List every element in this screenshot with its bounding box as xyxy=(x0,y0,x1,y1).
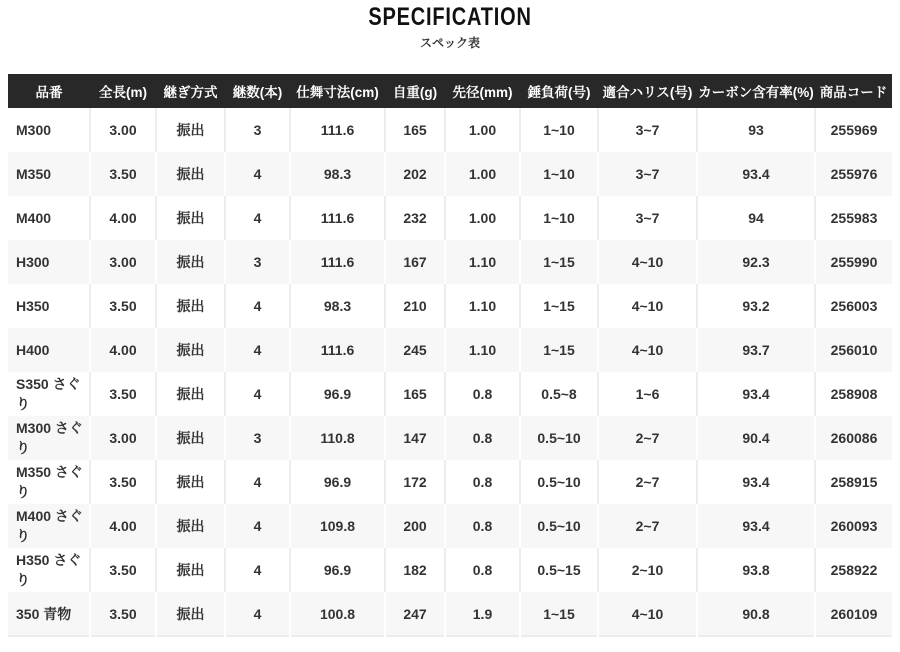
table-cell: 1.10 xyxy=(445,284,520,328)
table-row xyxy=(8,328,892,372)
table-cell: 4.00 xyxy=(90,328,156,372)
table-cell: 96.9 xyxy=(290,548,385,592)
table-cell: 147 xyxy=(385,416,445,460)
model-cell: M300 xyxy=(8,108,90,152)
model-cell: M400 xyxy=(8,196,90,240)
table-cell: 4 xyxy=(225,152,290,196)
table-cell: 182 xyxy=(385,548,445,592)
table-cell: 93.2 xyxy=(697,284,815,328)
table-cell: 260109 xyxy=(815,592,892,636)
table-row xyxy=(8,548,892,592)
table-cell: 93.4 xyxy=(697,460,815,504)
page-title: SPECIFICATION xyxy=(368,3,532,31)
table-cell: 96.9 xyxy=(290,460,385,504)
table-cell: 0.5~10 xyxy=(520,460,598,504)
table-cell: 165 xyxy=(385,108,445,152)
table-cell: 2~7 xyxy=(598,416,697,460)
column-header: 商品コード xyxy=(815,74,892,108)
table-cell: 255969 xyxy=(815,108,892,152)
table-cell: 90.8 xyxy=(697,592,815,636)
spec-table-body xyxy=(8,108,892,636)
table-cell: 3 xyxy=(225,240,290,284)
model-cell: M400 さぐり xyxy=(8,504,90,548)
column-header: 継ぎ方式 xyxy=(156,74,225,108)
table-cell: 0.5~10 xyxy=(520,504,598,548)
model-cell: H350 xyxy=(8,284,90,328)
table-cell: 1~10 xyxy=(520,108,598,152)
table-cell: 4~10 xyxy=(598,328,697,372)
table-row xyxy=(8,504,892,548)
table-cell: 0.8 xyxy=(445,416,520,460)
table-cell: 167 xyxy=(385,240,445,284)
table-cell: 4~10 xyxy=(598,592,697,636)
column-header: 品番 xyxy=(8,74,90,108)
table-cell: 振出 xyxy=(156,548,225,592)
table-cell: 202 xyxy=(385,152,445,196)
model-cell: M350 xyxy=(8,152,90,196)
table-cell: 振出 xyxy=(156,592,225,636)
column-header: 錘負荷(号) xyxy=(520,74,598,108)
table-cell: 3.50 xyxy=(90,372,156,416)
table-cell: 111.6 xyxy=(290,240,385,284)
table-cell: 3.00 xyxy=(90,108,156,152)
model-cell: 350 青物 xyxy=(8,592,90,636)
table-cell: 109.8 xyxy=(290,504,385,548)
table-cell: 1.10 xyxy=(445,240,520,284)
table-cell: 258922 xyxy=(815,548,892,592)
table-cell: 200 xyxy=(385,504,445,548)
table-row xyxy=(8,416,892,460)
table-cell: 92.3 xyxy=(697,240,815,284)
table-cell: 100.8 xyxy=(290,592,385,636)
column-header: 継数(本) xyxy=(225,74,290,108)
table-cell: 3 xyxy=(225,416,290,460)
table-cell: 98.3 xyxy=(290,152,385,196)
table-cell: 振出 xyxy=(156,108,225,152)
table-cell: 3 xyxy=(225,108,290,152)
table-cell: 2~7 xyxy=(598,460,697,504)
table-cell: 4.00 xyxy=(90,196,156,240)
table-cell: 247 xyxy=(385,592,445,636)
table-cell: 振出 xyxy=(156,240,225,284)
table-cell: 255983 xyxy=(815,196,892,240)
table-cell: 3~7 xyxy=(598,196,697,240)
column-header: 仕舞寸法(cm) xyxy=(290,74,385,108)
model-cell: S350 さぐり xyxy=(8,372,90,416)
table-cell: 4 xyxy=(225,592,290,636)
table-cell: 3.00 xyxy=(90,240,156,284)
spec-section xyxy=(0,74,900,637)
table-cell: 2~10 xyxy=(598,548,697,592)
table-cell: 1~10 xyxy=(520,152,598,196)
table-cell: 0.5~15 xyxy=(520,548,598,592)
spec-table-header-row xyxy=(8,74,892,108)
table-cell: 振出 xyxy=(156,460,225,504)
table-cell: 111.6 xyxy=(290,108,385,152)
table-cell: 1~10 xyxy=(520,196,598,240)
table-cell: 0.8 xyxy=(445,372,520,416)
page-subtitle: スペック表 xyxy=(419,36,480,50)
table-cell: 2~7 xyxy=(598,504,697,548)
table-cell: 0.8 xyxy=(445,504,520,548)
table-row xyxy=(8,372,892,416)
table-cell: 振出 xyxy=(156,152,225,196)
table-row xyxy=(8,284,892,328)
table-cell: 4 xyxy=(225,328,290,372)
table-cell: 1~6 xyxy=(598,372,697,416)
table-cell: 1~15 xyxy=(520,592,598,636)
column-header: カーボン含有率(%) xyxy=(697,74,815,108)
table-cell: 111.6 xyxy=(290,328,385,372)
table-cell: 4 xyxy=(225,196,290,240)
table-cell: 4 xyxy=(225,504,290,548)
table-cell: 255990 xyxy=(815,240,892,284)
table-cell: 1.9 xyxy=(445,592,520,636)
table-cell: 振出 xyxy=(156,504,225,548)
table-cell: 4 xyxy=(225,372,290,416)
table-cell: 0.8 xyxy=(445,460,520,504)
model-cell: M350 さぐり xyxy=(8,460,90,504)
table-cell: 110.8 xyxy=(290,416,385,460)
table-cell: 振出 xyxy=(156,196,225,240)
table-cell: 93.4 xyxy=(697,504,815,548)
table-cell: 1.00 xyxy=(445,196,520,240)
table-cell: 3~7 xyxy=(598,152,697,196)
table-cell: 4 xyxy=(225,284,290,328)
table-cell: 98.3 xyxy=(290,284,385,328)
table-cell: 245 xyxy=(385,328,445,372)
table-cell: 4~10 xyxy=(598,240,697,284)
table-cell: 256010 xyxy=(815,328,892,372)
table-cell: 258915 xyxy=(815,460,892,504)
table-cell: 3.50 xyxy=(90,460,156,504)
table-cell: 96.9 xyxy=(290,372,385,416)
table-cell: 111.6 xyxy=(290,196,385,240)
model-cell: M300 さぐり xyxy=(8,416,90,460)
table-cell: 210 xyxy=(385,284,445,328)
table-cell: 1.00 xyxy=(445,108,520,152)
spec-table-head xyxy=(8,74,892,108)
table-cell: 3.50 xyxy=(90,548,156,592)
table-cell: 93.4 xyxy=(697,152,815,196)
table-row xyxy=(8,196,892,240)
table-row xyxy=(8,108,892,152)
table-cell: 振出 xyxy=(156,328,225,372)
table-cell: 232 xyxy=(385,196,445,240)
table-cell: 3.00 xyxy=(90,416,156,460)
table-cell: 1~15 xyxy=(520,284,598,328)
table-cell: 3~7 xyxy=(598,108,697,152)
table-cell: 93.7 xyxy=(697,328,815,372)
table-cell: 3.50 xyxy=(90,152,156,196)
table-cell: 93 xyxy=(697,108,815,152)
table-cell: 260086 xyxy=(815,416,892,460)
table-cell: 93.4 xyxy=(697,372,815,416)
table-cell: 94 xyxy=(697,196,815,240)
table-row xyxy=(8,460,892,504)
model-cell: H300 xyxy=(8,240,90,284)
spec-table xyxy=(8,74,892,637)
table-cell: 93.8 xyxy=(697,548,815,592)
table-cell: 3.50 xyxy=(90,592,156,636)
model-cell: H350 さぐり xyxy=(8,548,90,592)
table-cell: 165 xyxy=(385,372,445,416)
table-cell: 0.5~8 xyxy=(520,372,598,416)
table-cell: 1~15 xyxy=(520,328,598,372)
table-cell: 4 xyxy=(225,548,290,592)
table-row xyxy=(8,152,892,196)
table-row xyxy=(8,240,892,284)
table-cell: 4~10 xyxy=(598,284,697,328)
table-cell: 258908 xyxy=(815,372,892,416)
table-cell: 1.00 xyxy=(445,152,520,196)
table-cell: 256003 xyxy=(815,284,892,328)
page-header xyxy=(0,0,900,50)
table-cell: 0.5~10 xyxy=(520,416,598,460)
table-cell: 3.50 xyxy=(90,284,156,328)
table-cell: 90.4 xyxy=(697,416,815,460)
table-cell: 1.10 xyxy=(445,328,520,372)
column-header: 適合ハリス(号) xyxy=(598,74,697,108)
column-header: 自重(g) xyxy=(385,74,445,108)
column-header: 全長(m) xyxy=(90,74,156,108)
table-cell: 振出 xyxy=(156,372,225,416)
table-cell: 0.8 xyxy=(445,548,520,592)
table-cell: 255976 xyxy=(815,152,892,196)
model-cell: H400 xyxy=(8,328,90,372)
table-cell: 172 xyxy=(385,460,445,504)
table-cell: 振出 xyxy=(156,416,225,460)
table-cell: 4 xyxy=(225,460,290,504)
table-cell: 1~15 xyxy=(520,240,598,284)
table-row xyxy=(8,592,892,636)
column-header: 先径(mm) xyxy=(445,74,520,108)
table-cell: 4.00 xyxy=(90,504,156,548)
table-cell: 振出 xyxy=(156,284,225,328)
table-cell: 260093 xyxy=(815,504,892,548)
